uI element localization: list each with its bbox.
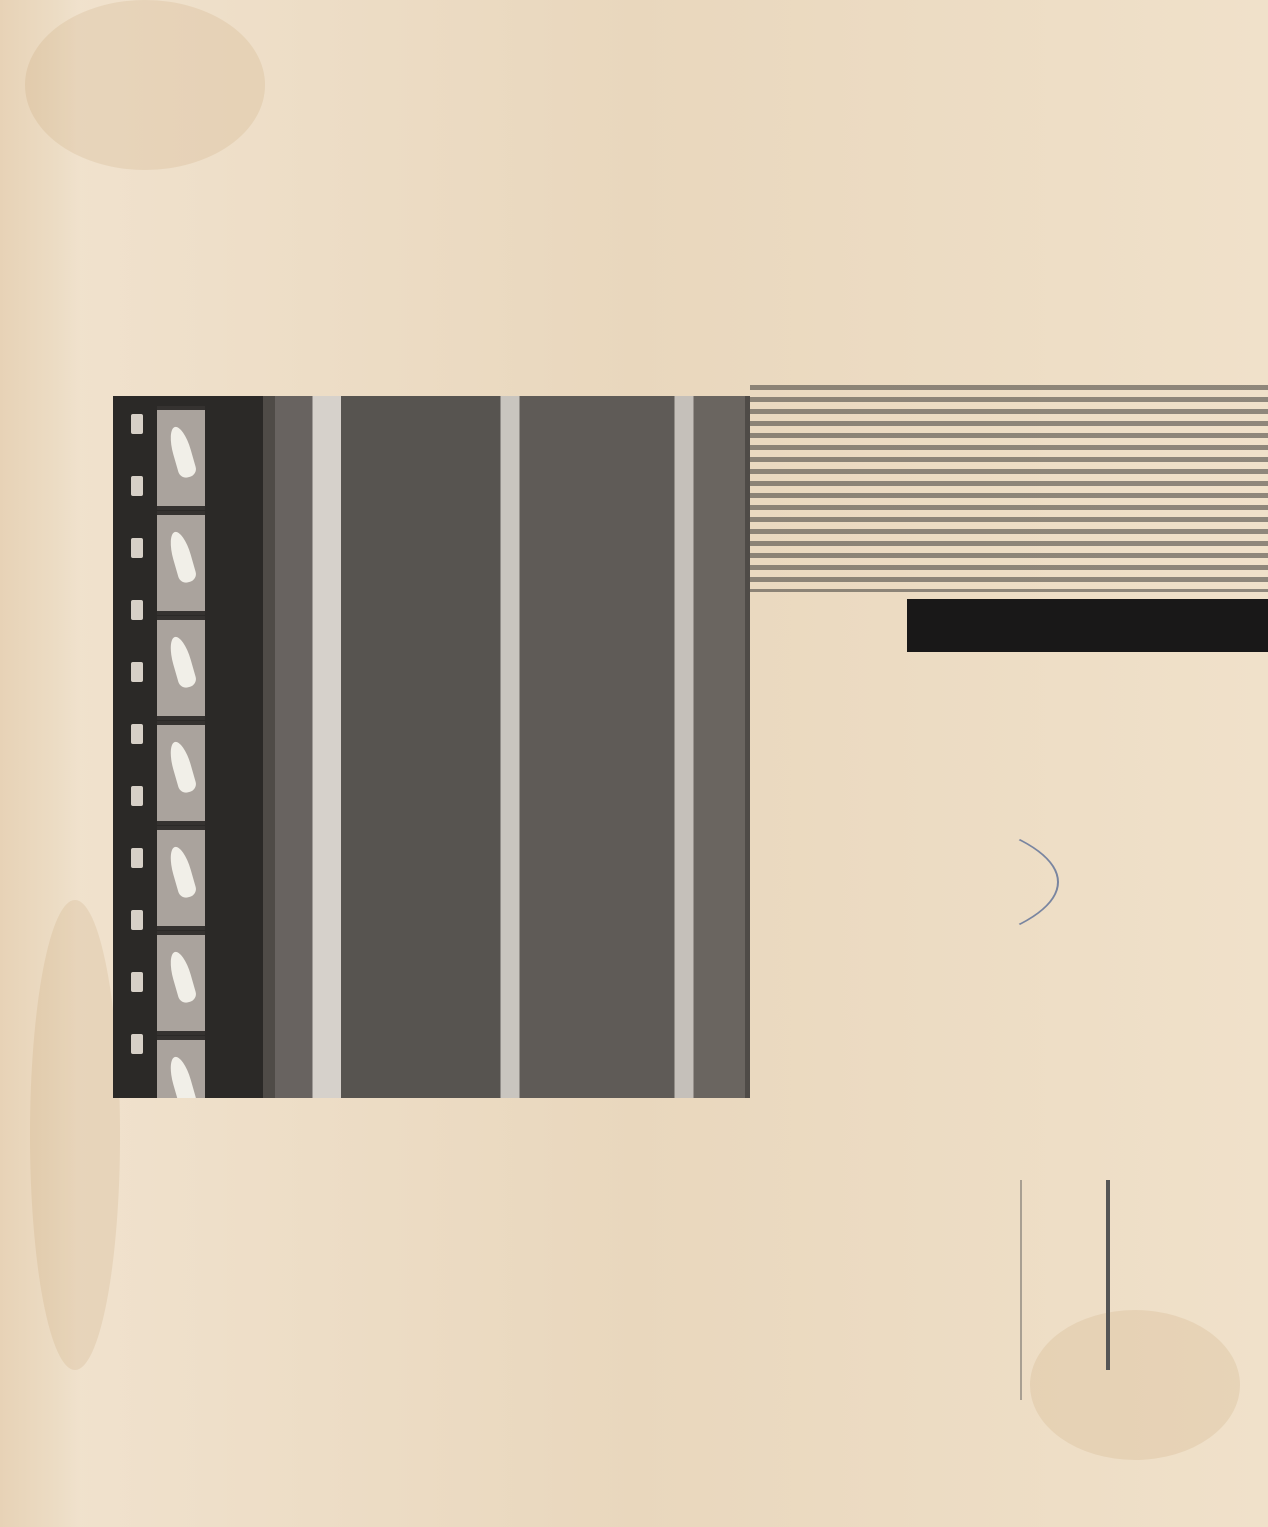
film-perforation <box>131 786 143 806</box>
film-perforation <box>131 600 143 620</box>
main-headline <box>373 405 845 560</box>
film-frame <box>157 721 205 825</box>
film-frame <box>157 931 205 1035</box>
film-perforation <box>131 910 143 930</box>
film-frame <box>157 1036 205 1098</box>
film-perforation <box>131 848 143 868</box>
paper-stain <box>1030 1310 1240 1460</box>
film-perforation <box>131 972 143 992</box>
film-perforation <box>131 1034 143 1054</box>
film-frame <box>157 406 205 510</box>
pen-mark <box>535 800 1059 964</box>
film-perforation <box>131 538 143 558</box>
paper-stain <box>25 0 265 170</box>
paper-stain <box>30 900 120 1370</box>
film-frame <box>157 826 205 930</box>
column-rule <box>1106 1180 1110 1370</box>
headline-continuation <box>830 456 1265 574</box>
film-perforation <box>131 662 143 682</box>
column-rule <box>1020 1180 1022 1400</box>
film-frame <box>157 616 205 720</box>
film-perforation <box>131 476 143 496</box>
film-perforation <box>131 724 143 744</box>
film-perforation <box>131 414 143 434</box>
headline-subtitle-bar <box>907 599 1268 652</box>
film-frame <box>157 511 205 615</box>
